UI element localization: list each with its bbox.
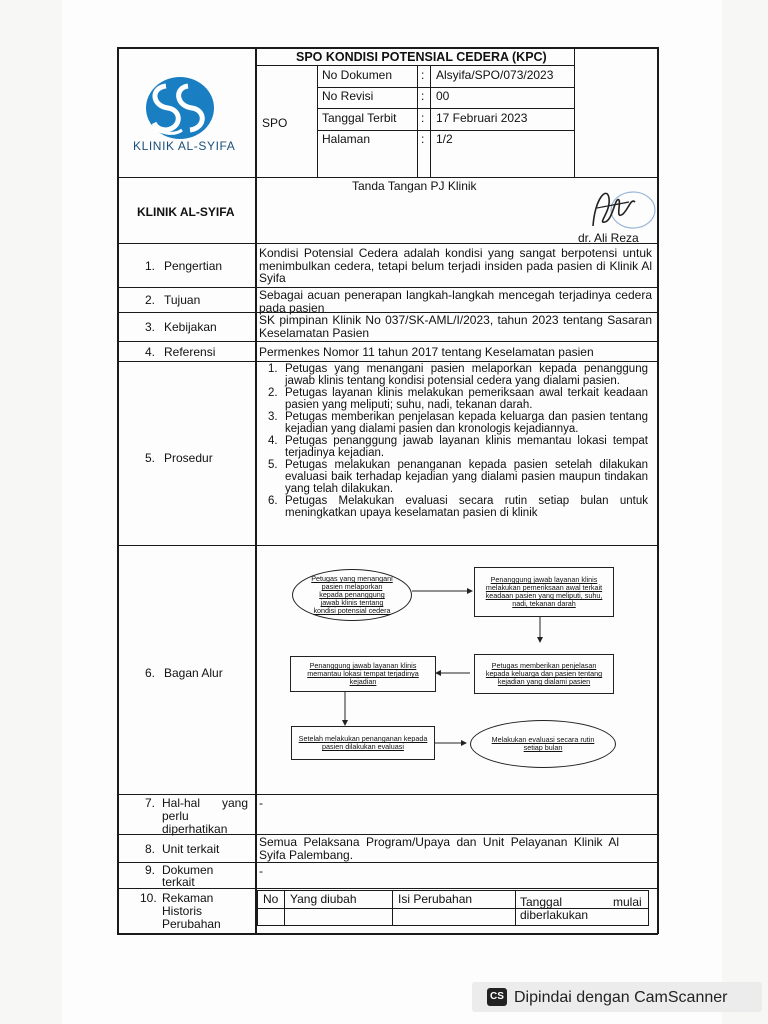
- pengertian-text: Kondisi Potensial Cedera adalah kondisi yang sangat berpotensi untuk menimbulkan cedera, tetapi belum terjadi insiden pada pasien di Klinik Al Syifa: [259, 246, 652, 285]
- row-number: 4.: [145, 345, 156, 359]
- row-number: 3.: [145, 320, 156, 334]
- history-header-date: Tanggal: [520, 895, 563, 909]
- row-number: 5.: [145, 451, 156, 465]
- meta-value: 17 Februari 2023: [436, 111, 528, 125]
- row-label-rekaman: Historis: [162, 904, 203, 918]
- row-number: 1.: [145, 259, 156, 273]
- procedure-step: 3. Petugas memberikan penjelasan kepada keluarga dan pasien tentang kejadian yang dialami pasien dan kronologis kejadiannya.: [268, 411, 648, 435]
- flow-node-handle: Setelah melakukan penanganan kepada pasien dilakukan evaluasi: [291, 726, 435, 760]
- meta-label: No Revisi: [322, 89, 374, 103]
- clinic-name: KLINIK AL-SYIFA: [137, 205, 235, 219]
- row-label-hal: yang: [222, 796, 249, 810]
- procedure-step: 6. Petugas Melakukan evaluasi secara rutin setiap bulan untuk meningkatkan upaya keselamatan pasien di klinik: [268, 495, 648, 519]
- meta-label: Tanggal Terbit: [322, 111, 397, 125]
- logo-text: KLINIK AL-SYIFA: [133, 139, 236, 153]
- procedure-step: 2. Petugas layanan klinis melakukan pemeriksaan awal terkait keadaan pasien yang meliputi; suhu, nadi, tekanan darah.: [268, 387, 648, 411]
- camscanner-icon: CS: [487, 988, 507, 1006]
- meta-label: No Dokumen: [322, 68, 393, 82]
- row-label-rekaman: Rekaman: [162, 891, 214, 905]
- signatory-name: dr. Ali Reza: [578, 231, 639, 245]
- flow-node-explain: Petugas memberikan penjelasan kepada keluarga dan pasien tentang kejadian yang dialami pasien: [474, 654, 614, 694]
- tujuan-text: Sebagai acuan penerapan langkah-langkah mencegah terjadinya cedera pada pasien: [259, 288, 652, 315]
- procedure-step: 4. Petugas penanggung jawab layanan klinis memantau lokasi tempat terjadinya kejadian.: [268, 435, 648, 459]
- flow-node-evaluate: Melakukan evaluasi secara rutin setiap bulan: [470, 720, 616, 768]
- history-header-date: diberlakukan: [520, 908, 589, 922]
- row-label-hal: Hal-hal: [162, 796, 201, 810]
- meta-label: Halaman: [322, 132, 371, 146]
- history-header-changed: Yang diubah: [290, 892, 357, 906]
- row-number: 8.: [145, 842, 156, 856]
- row-label-dokumen: Dokumen: [162, 863, 214, 877]
- meta-sep: :: [421, 132, 425, 146]
- procedure-step: 1. Petugas yang menangani pasien melaporkan kepada penanggung jawab klinis tentang kondisi potensial cedera yang dialami pasien.: [268, 363, 648, 387]
- row-label-unit: Unit terkait: [162, 842, 220, 856]
- hal-text: -: [259, 796, 263, 810]
- flow-node-start: Petugas yang menangani pasien melaporkan kepada penanggung jawab klinis tentang kondisi potensial cedera: [292, 569, 412, 621]
- row-label-hal: diperhatikan: [162, 822, 228, 836]
- unit-text: Semua Pelaksana Program/Upaya dan Unit Pelayanan Klinik Al Syifa Palembang.: [259, 835, 619, 862]
- meta-sep: :: [421, 68, 425, 82]
- meta-value: Alsyifa/SPO/073/2023: [436, 68, 554, 82]
- history-header-content: Isi Perubahan: [398, 892, 473, 906]
- history-header-no: No: [263, 892, 279, 906]
- row-label-tujuan: Tujuan: [164, 293, 201, 307]
- signature-caption: Tanda Tangan PJ Klinik: [352, 179, 477, 193]
- kebijakan-text: SK pimpinan Klinik No 037/SK-AML/I/2023, tahun 2023 tentang Sasaran Keselamatan Pasien: [259, 313, 652, 340]
- meta-sep: :: [421, 89, 425, 103]
- row-number: 7.: [145, 796, 156, 810]
- row-label-referensi: Referensi: [164, 345, 216, 359]
- dokumen-text: -: [259, 864, 263, 878]
- row-label-bagan: Bagan Alur: [164, 666, 223, 680]
- procedure-step: 5. Petugas melakukan penanganan kepada pasien setelah dilakukan evaluasi baik terhadap kejadian yang dialami pasien maupun tindakan yang telah dilakukan.: [268, 459, 648, 495]
- spo-label: SPO: [262, 116, 288, 130]
- row-label-hal: perlu: [162, 809, 189, 823]
- flow-node-check: Penanggung jawab layanan klinis melakukan pemeriksaan awal terkait keadaan pasien yang meliputi, suhu, nadi, tekanan darah: [474, 567, 614, 617]
- history-header-date: mulai: [613, 895, 642, 909]
- signature-and-stamp: [585, 178, 657, 238]
- row-number: 2.: [145, 293, 156, 307]
- meta-value: 00: [436, 89, 450, 103]
- document-title: SPO KONDISI POTENSIAL CEDERA (KPC): [296, 50, 547, 64]
- row-label-prosedur: Prosedur: [164, 451, 213, 465]
- meta-sep: :: [421, 111, 425, 125]
- flow-node-monitor: Penanggung jawab layanan klinis memantau lokasi tempat terjadinya kejadian: [290, 656, 436, 692]
- row-label-kebijakan: Kebijakan: [164, 320, 217, 334]
- row-number: 9.: [145, 863, 156, 877]
- procedure-list: [262, 363, 648, 519]
- scanner-text: Dipindai dengan CamScanner: [514, 989, 728, 1006]
- meta-value: 1/2: [436, 132, 453, 146]
- row-number: 6.: [145, 666, 156, 680]
- clinic-logo: [140, 72, 220, 142]
- row-label-pengertian: Pengertian: [164, 259, 223, 273]
- referensi-text: Permenkes Nomor 11 tahun 2017 tentang Keselamatan pasien: [259, 345, 594, 359]
- row-label-dokumen: terkait: [162, 875, 195, 889]
- row-label-rekaman: Perubahan: [162, 917, 221, 931]
- row-number: 10.: [140, 891, 157, 905]
